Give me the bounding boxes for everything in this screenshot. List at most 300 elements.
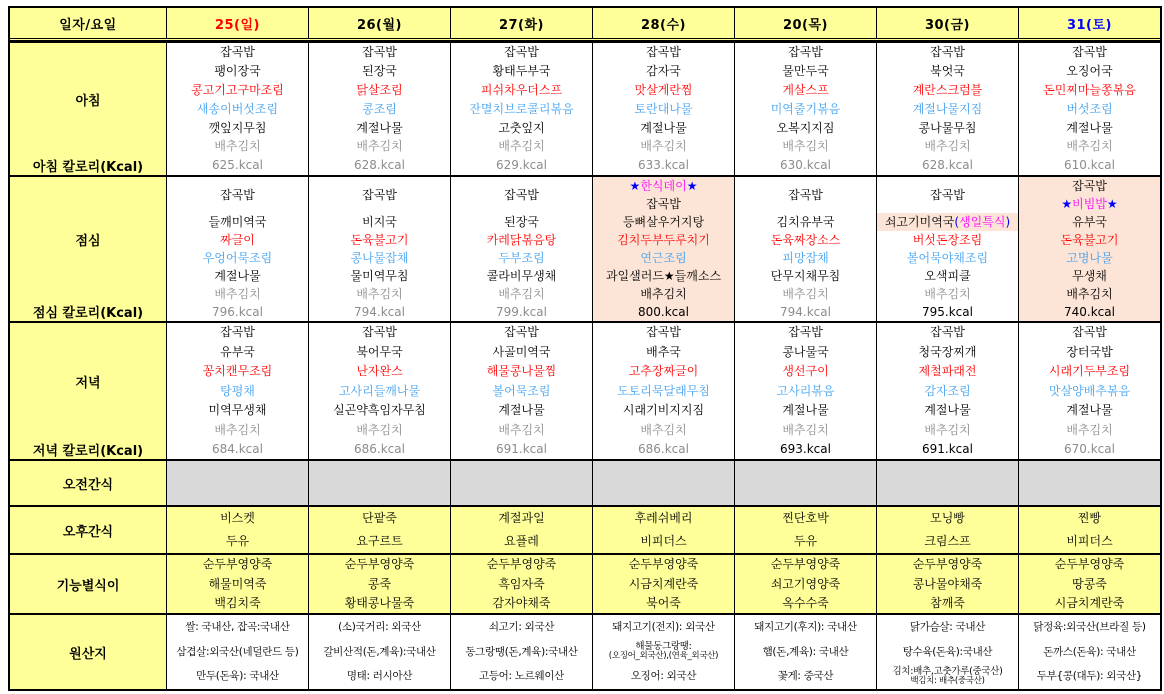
snack-item-text: 두유 — [793, 534, 818, 549]
menu-item — [735, 43, 876, 62]
menu-item — [593, 362, 734, 381]
menu-item — [309, 342, 450, 361]
dinner-menu-cell — [166, 323, 308, 459]
functional-diet-cell — [308, 555, 450, 613]
menu-item-text: 청국장찌개 — [918, 344, 977, 359]
menu-item — [167, 420, 308, 439]
menu-item — [309, 249, 450, 267]
menu-item-text: 계절나물 — [640, 120, 687, 135]
snack-item-text: 순두부영양죽 — [770, 557, 841, 572]
menu-item — [735, 420, 876, 439]
menu-item-text: 들깨미역국 — [208, 214, 267, 229]
menu-item-text: 무생채 — [1072, 268, 1107, 283]
afternoon-snack-cell — [308, 507, 450, 553]
snack-item — [593, 507, 734, 530]
kcal-value — [1019, 156, 1160, 175]
snack-item-text: 백김치죽 — [214, 596, 261, 611]
menu-item — [309, 362, 450, 381]
morning-snack-empty-cell — [593, 461, 734, 505]
snack-item — [309, 574, 450, 593]
menu-item-text: 계절나물 — [498, 403, 545, 418]
functional-diet-label-cell — [10, 555, 166, 613]
snack-item-text: 황태콩나물죽 — [344, 596, 415, 611]
menu-item-text: 배추김치 — [640, 139, 687, 154]
menu-item — [1019, 43, 1160, 62]
kcal-value — [593, 440, 734, 459]
snack-item — [593, 594, 734, 613]
menu-item — [877, 420, 1018, 439]
lunch-menu-cell — [450, 177, 592, 321]
menu-item — [309, 420, 450, 439]
menu-item — [593, 267, 734, 285]
origin-item — [1019, 664, 1160, 689]
menu-item-text: 계절나물 — [924, 403, 971, 418]
snack-item — [593, 555, 734, 574]
kcal-value — [877, 440, 1018, 459]
menu-item — [309, 401, 450, 420]
kcal-value — [735, 440, 876, 459]
menu-item — [309, 81, 450, 100]
lunch-menu-cell — [166, 177, 308, 321]
functional-diet-cell — [876, 555, 1018, 613]
menu-item — [735, 118, 876, 137]
menu-item — [735, 342, 876, 361]
kcal-value — [309, 303, 450, 321]
breakfast-menu-cell — [876, 43, 1018, 175]
menu-item — [451, 323, 592, 342]
dinner-menu-cell — [592, 323, 734, 459]
menu-item — [1019, 137, 1160, 156]
kcal-value-text: 629.kcal — [496, 158, 547, 173]
origin-cell — [450, 615, 592, 689]
menu-item-text: 해물콩나물찜 — [486, 364, 557, 379]
kcal-value-text: 610.kcal — [1064, 158, 1115, 173]
menu-item-text: 잡곡밥 — [930, 325, 965, 340]
origin-cell — [166, 615, 308, 689]
menu-item-text: 잡곡밥 — [1072, 178, 1107, 193]
day-header-cell: 26(월) — [308, 8, 450, 38]
menu-item — [167, 43, 308, 62]
snack-item — [877, 555, 1018, 574]
menu-item — [1019, 267, 1160, 285]
menu-item — [309, 213, 450, 231]
menu-item — [877, 323, 1018, 342]
kcal-value-text: 628.kcal — [354, 158, 405, 173]
menu-item — [735, 323, 876, 342]
kcal-value — [593, 303, 734, 321]
menu-item-text: 북엇국 — [930, 63, 965, 78]
menu-item-text: 배추김치 — [1066, 286, 1113, 301]
menu-item-text: 고사리볶음 — [776, 383, 835, 398]
lunch-label: 점심 — [75, 234, 101, 249]
menu-item — [1019, 100, 1160, 119]
menu-item-text: 탕평채 — [220, 383, 255, 398]
kcal-value — [451, 156, 592, 175]
menu-item — [1019, 401, 1160, 420]
snack-item-text: 찐빵 — [1077, 511, 1102, 526]
origin-cell — [308, 615, 450, 689]
lunch-kcal-label: 점심 칼로리(Kcal) — [32, 306, 144, 321]
menu-item-segment: ★ — [629, 178, 641, 193]
menu-item-text: 잡곡밥 — [504, 45, 539, 60]
breakfast-label-cell — [10, 43, 166, 175]
menu-item — [735, 267, 876, 285]
menu-item-text: 잡곡밥 — [362, 45, 397, 60]
menu-item-text: 배추김치 — [1066, 422, 1113, 437]
snack-item-text: 모닝빵 — [930, 511, 965, 526]
snack-item — [877, 507, 1018, 530]
kcal-value-text: 800.kcal — [638, 304, 689, 319]
snack-item-text: 순두부영양죽 — [202, 557, 273, 572]
snack-item-text: 순두부영양죽 — [912, 557, 983, 572]
morning-snack-cell — [166, 461, 308, 505]
snack-item-text: 순두부영양죽 — [486, 557, 557, 572]
origin-item-text: 닭정육:외국산(브라질 등) — [1033, 620, 1146, 633]
day-header-cell: 25(일) — [166, 8, 308, 38]
origin-item-text: 돼지고기(후지): 국내산 — [754, 620, 857, 633]
menu-item-text: 잔멸치브로콜리볶음 — [469, 101, 574, 116]
origin-item-text: 고등어: 노르웨이산 — [478, 670, 565, 683]
menu-item-text: 계절나물 — [782, 403, 829, 418]
menu-item-text: 도토리묵달래무침 — [617, 383, 710, 398]
menu-item-text: 사골미역국 — [492, 344, 551, 359]
morning-snack-label: 오전간식 — [62, 477, 114, 493]
snack-item-text: 비피더스 — [1066, 534, 1113, 549]
menu-item-text: 배추김치 — [924, 422, 971, 437]
menu-item — [167, 323, 308, 342]
morning-snack-cell — [592, 461, 734, 505]
menu-item-text: 배추김치 — [1066, 139, 1113, 154]
menu-item-text: 난자완스 — [356, 364, 403, 379]
menu-item — [593, 231, 734, 249]
snack-item — [451, 574, 592, 593]
menu-item-text: 닭살조림 — [356, 82, 403, 97]
menu-item — [877, 249, 1018, 267]
menu-item-text: 배추김치 — [782, 139, 829, 154]
snack-item-text: 쇠고기영양죽 — [770, 576, 841, 591]
menu-item — [593, 249, 734, 267]
menu-item — [1019, 381, 1160, 400]
menu-item — [309, 267, 450, 285]
menu-item-text: 배추김치 — [498, 286, 545, 301]
origin-item — [877, 615, 1018, 640]
menu-item-text: 잡곡밥 — [1072, 325, 1107, 340]
section-morning-snack — [10, 459, 1160, 505]
menu-item-text: 콩나물무침 — [918, 120, 977, 135]
menu-item-text: 팽이장국 — [214, 63, 261, 78]
menu-item-text: 계절나물지짐 — [912, 101, 983, 116]
morning-snack-empty-cell — [451, 461, 592, 505]
snack-item — [451, 507, 592, 530]
menu-item-text: 된장국 — [362, 63, 397, 78]
breakfast-label: 아침 — [75, 94, 101, 109]
menu-item-text: 된장국 — [504, 214, 539, 229]
menu-item-text: 꽁치캔무조림 — [202, 364, 273, 379]
menu-item-text: 유부국 — [1072, 214, 1107, 229]
menu-item-text: 유부국 — [220, 344, 255, 359]
menu-item — [593, 43, 734, 62]
snack-item — [309, 530, 450, 553]
day-header-cell: 28(수) — [592, 8, 734, 38]
section-origin — [10, 613, 1160, 689]
menu-item — [877, 381, 1018, 400]
origin-item — [735, 640, 876, 665]
snack-item — [309, 594, 450, 613]
dinner-menu-cell — [734, 323, 876, 459]
menu-item — [593, 195, 734, 213]
menu-item — [735, 231, 876, 249]
snack-item-text: 콩죽 — [367, 576, 392, 591]
snack-item — [593, 574, 734, 593]
day-header-cell: 30(금) — [876, 8, 1018, 38]
snack-item-text: 콩나물야채죽 — [912, 576, 983, 591]
menu-item — [735, 381, 876, 400]
morning-snack-empty-cell — [735, 461, 876, 505]
origin-item — [309, 664, 450, 689]
kcal-value — [167, 156, 308, 175]
kcal-value-text: 630.kcal — [780, 158, 831, 173]
menu-item-segment: ★ — [1061, 196, 1073, 211]
lunch-menu-cell — [734, 177, 876, 321]
morning-snack-cell — [1018, 461, 1160, 505]
origin-item-text: 쇠고기: 외국산 — [488, 620, 555, 633]
origin-item-text: 삼겹살:외국산(네덜란드 등) — [176, 645, 299, 658]
menu-item-text: 돈육짜장소스 — [770, 232, 841, 247]
origin-item — [593, 615, 734, 640]
menu-item — [309, 323, 450, 342]
menu-item-text: 배추국 — [646, 344, 681, 359]
snack-item-text: 감자야채죽 — [492, 596, 551, 611]
menu-item-text: 제철파래전 — [918, 364, 977, 379]
menu-item — [167, 231, 308, 249]
morning-snack-cell — [876, 461, 1018, 505]
snack-item-text: 크림스프 — [924, 534, 971, 549]
kcal-value-text: 633.kcal — [638, 158, 689, 173]
menu-item — [167, 213, 308, 231]
kcal-value-text: 794.kcal — [780, 304, 831, 319]
origin-label-cell — [10, 615, 166, 689]
breakfast-kcal-label: 아침 칼로리(Kcal) — [32, 160, 144, 175]
menu-item — [735, 401, 876, 420]
menu-item — [877, 231, 1018, 249]
dinner-menu-cell — [308, 323, 450, 459]
menu-item — [1019, 195, 1160, 213]
menu-item — [593, 401, 734, 420]
menu-item-text: 맛살게란찜 — [634, 82, 693, 97]
origin-item — [593, 640, 734, 665]
kcal-value — [735, 303, 876, 321]
kcal-value — [1019, 303, 1160, 321]
menu-item-text: 잡곡밥 — [646, 45, 681, 60]
breakfast-menu-cell — [1018, 43, 1160, 175]
menu-item — [451, 137, 592, 156]
snack-item — [309, 507, 450, 530]
origin-item-text: 동그랑땡(돈,계육):국내산 — [465, 645, 578, 658]
menu-item — [877, 213, 1018, 231]
afternoon-snack-cell — [166, 507, 308, 553]
menu-item-text: 잡곡밥 — [220, 325, 255, 340]
menu-item — [309, 137, 450, 156]
menu-item-text: 장터국밥 — [1066, 344, 1113, 359]
menu-item-text: 계절나물 — [356, 120, 403, 135]
snack-item-text: 순두부영양죽 — [344, 557, 415, 572]
menu-item-segment: ) — [1005, 214, 1011, 229]
menu-item — [877, 401, 1018, 420]
menu-item — [167, 381, 308, 400]
menu-item-text: 버섯조림 — [1066, 101, 1113, 116]
menu-item-text: 잡곡밥 — [788, 187, 823, 202]
kcal-value-text: 693.kcal — [780, 441, 831, 456]
menu-item-text: 배추김치 — [214, 286, 261, 301]
section-functional-diet — [10, 553, 1160, 613]
afternoon-snack-cell — [1018, 507, 1160, 553]
menu-item — [593, 177, 734, 195]
menu-item-text: 고추장짜글이 — [628, 364, 699, 379]
functional-diet-cell — [450, 555, 592, 613]
menu-item — [309, 118, 450, 137]
origin-item — [593, 664, 734, 689]
section-afternoon-snack — [10, 505, 1160, 553]
menu-item-text: 돈육불고기 — [1060, 232, 1119, 247]
snack-item-text: 계절과일 — [498, 511, 545, 526]
kcal-value-text: 796.kcal — [212, 304, 263, 319]
kcal-value-text: 686.kcal — [354, 441, 405, 456]
menu-item-text: 고춧잎지 — [498, 120, 545, 135]
menu-item — [1019, 342, 1160, 361]
menu-item — [167, 62, 308, 81]
kcal-value-text: 628.kcal — [922, 158, 973, 173]
afternoon-snack-cell — [876, 507, 1018, 553]
kcal-value — [451, 303, 592, 321]
menu-item-text: 계절나물 — [1066, 403, 1113, 418]
menu-item — [451, 177, 592, 213]
menu-item — [451, 285, 592, 303]
menu-item — [309, 100, 450, 119]
kcal-value-text: 740.kcal — [1064, 304, 1115, 319]
day-header-cell: 31(토) — [1018, 8, 1160, 38]
menu-item — [309, 62, 450, 81]
menu-item-text: 배추김치 — [924, 286, 971, 301]
menu-item — [877, 267, 1018, 285]
menu-item-text: 짜글이 — [220, 232, 255, 247]
menu-item — [877, 285, 1018, 303]
menu-item — [167, 177, 308, 213]
date-day-header-label: 일자/요일 — [59, 17, 117, 33]
origin-item-text: 만두(돈육): 국내산 — [196, 670, 279, 683]
dinner-kcal-label: 저녁 칼로리(Kcal) — [32, 443, 144, 459]
snack-item — [167, 574, 308, 593]
snack-item — [1019, 507, 1160, 530]
menu-item-text: 콩나물잡채 — [350, 250, 409, 265]
header-row — [10, 8, 1160, 41]
section-lunch — [10, 175, 1160, 321]
breakfast-menu-cell — [592, 43, 734, 175]
menu-item — [593, 213, 734, 231]
snack-item-text: 순두부영양죽 — [1054, 557, 1125, 572]
morning-snack-empty-cell — [309, 461, 450, 505]
menu-item-text: 과일샐러드★들깨소스 — [605, 268, 722, 283]
menu-item — [451, 381, 592, 400]
menu-item — [735, 213, 876, 231]
menu-item — [167, 81, 308, 100]
menu-item-segment: 쇠고기미역국 — [884, 214, 955, 229]
kcal-value — [593, 156, 734, 175]
snack-item-text: 비스켓 — [220, 511, 255, 526]
menu-item — [593, 62, 734, 81]
menu-item — [735, 249, 876, 267]
kcal-value-text: 691.kcal — [496, 441, 547, 456]
menu-item — [451, 118, 592, 137]
snack-item — [593, 530, 734, 553]
origin-item — [877, 664, 1018, 689]
origin-item-text: 돼지고기(전지): 외국산 — [612, 620, 715, 633]
menu-item-segment: ★ — [686, 178, 698, 193]
origin-cell — [876, 615, 1018, 689]
menu-item-text: 북어무국 — [356, 344, 403, 359]
morning-snack-empty-cell — [167, 461, 308, 505]
menu-item — [877, 362, 1018, 381]
origin-item — [877, 640, 1018, 665]
menu-item-text: 시래기비지지짐 — [622, 403, 705, 418]
menu-item-text: 배추김치 — [356, 286, 403, 301]
menu-item — [735, 177, 876, 213]
menu-item — [593, 342, 734, 361]
origin-item-text: 해물동그랑땡: — [635, 641, 692, 653]
snack-item — [735, 555, 876, 574]
menu-item-text: 볼어묵야채조림 — [906, 250, 989, 265]
menu-item-text: 맛살양배추볶음 — [1048, 383, 1131, 398]
menu-item — [1019, 213, 1160, 231]
snack-item — [735, 574, 876, 593]
origin-item — [167, 664, 308, 689]
menu-item-text: 등뼈살우거지탕 — [622, 214, 705, 229]
menu-item-text: 피망잡채 — [782, 250, 829, 265]
snack-item-text: 해물미역죽 — [208, 576, 267, 591]
breakfast-menu-cell — [450, 43, 592, 175]
menu-item — [735, 285, 876, 303]
menu-item — [1019, 62, 1160, 81]
menu-item-text: 실곤약흑임자무침 — [333, 403, 426, 418]
snack-item — [451, 555, 592, 574]
origin-cell — [592, 615, 734, 689]
menu-item-segment: 생일특식 — [959, 214, 1006, 229]
menu-item — [167, 267, 308, 285]
menu-item-text: 카레닭볶음탕 — [486, 232, 557, 247]
menu-item-text: 비지국 — [362, 214, 397, 229]
dinner-menu-cell — [876, 323, 1018, 459]
snack-item-text: 요구르트 — [356, 534, 403, 549]
snack-item — [1019, 530, 1160, 553]
menu-item — [451, 43, 592, 62]
day-header-cell: 20(목) — [734, 8, 876, 38]
snack-item — [1019, 574, 1160, 593]
kcal-value — [309, 440, 450, 459]
snack-item — [451, 530, 592, 553]
menu-item — [167, 285, 308, 303]
origin-item-subtext: 백김치: 배추(중국산) — [910, 675, 985, 686]
kcal-value — [877, 156, 1018, 175]
afternoon-snack-label-cell — [10, 507, 166, 553]
origin-label: 원산지 — [69, 646, 107, 662]
menu-item — [167, 137, 308, 156]
menu-item-text: 토란대나물 — [634, 101, 693, 116]
menu-item-text: 잡곡밥 — [504, 325, 539, 340]
snack-item-text: 후레쉬베리 — [634, 511, 693, 526]
kcal-value-text: 684.kcal — [212, 441, 263, 456]
menu-item — [593, 100, 734, 119]
kcal-value — [167, 440, 308, 459]
origin-item — [451, 615, 592, 640]
